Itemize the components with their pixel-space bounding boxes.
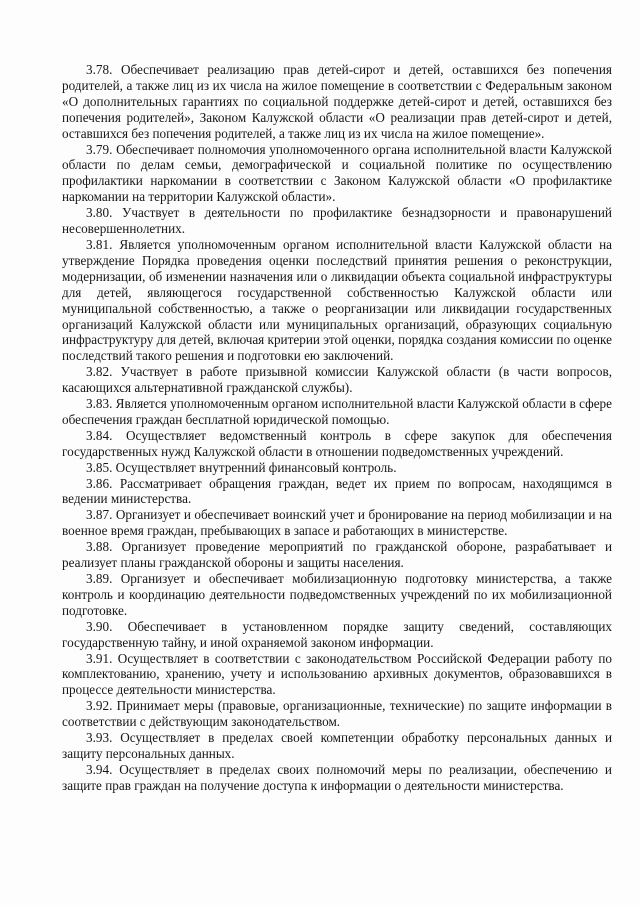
paragraph-3-78: 3.78. Обеспечивает реализацию прав детей-сирот и детей, оставшихся без попечения родителей, а также лиц из их числа на жилое помещение в соответствии с Федеральным законом «О дополнительных гарантиях по социальной поддержке детей-сирот и детей, оставшихся без попечения родителей», Законом Калужской области «О реализации прав детей-сирот и детей, оставшихся без попечения родителей, а также лиц из их числа на жилое помещение». (62, 62, 612, 141)
paragraph-3-86: 3.86. Рассматривает обращения граждан, ведет их прием по вопросам, находящимся в ведении министерства. (62, 475, 612, 507)
paragraph-3-80: 3.80. Участвует в деятельности по профилактике безнадзорности и правонарушений несовершеннолетних. (62, 205, 612, 237)
paragraph-3-85: 3.85. Осуществляет внутренний финансовый контроль. (86, 459, 397, 475)
paragraph-3-92: 3.92. Принимает меры (правовые, организационные, технические) по защите информации в соответствии с действующим законодательством. (62, 698, 612, 730)
paragraph-3-94: 3.94. Осуществляет в пределах своих полномочий меры по реализации, обеспечению и защите прав граждан на получение доступа к информации о деятельности министерства. (62, 761, 612, 793)
paragraph-3-83: 3.83. Является уполномоченным органом исполнительной власти Калужской области в сфере обеспечения граждан бесплатной юридической помощью. (62, 396, 612, 427)
paragraph-3-91: 3.91. Осуществляет в соответствии с законодательством Российской Федерации работу по комплектованию, хранению, учету и использованию архивных документов, образовавшихся в процессе деятельности министерства. (62, 650, 612, 698)
paragraph-3-82: 3.82. Участвует в работе призывной комиссии Калужской области (в части вопросов, касающихся альтернативной гражданской службы). (62, 364, 612, 396)
paragraph-3-81: 3.81. Является уполномоченным органом исполнительной власти Калужской области на утверждение Порядка проведения оценки последствий принятия решения о реконструкции, модернизации, об изменении назначения или о ликвидации объекта социальной инфраструктуры для детей, являющегося государственной собственностью Калужской области или муниципальной собственностью, а также о реорганизации или ликвидации государственных организаций Калужской области или муниципальных организаций, образующих социальную инфраструктуру для детей, включая критерии этой оценки, порядка создания комиссии по оценке последствий такого решения и подготовки ею заключений. (62, 236, 612, 364)
paragraph-3-84: 3.84. Осуществляет ведомственный контроль в сфере закупок для обеспечения государственных нужд Калужской области в отношении подведомственных учреждений. (62, 427, 612, 459)
paragraph-3-79: 3.79. Обеспечивает полномочия уполномоченного органа исполнительной власти Калужской области по делам семьи, демографической и социальной политике по осуществлению профилактики наркомании в соответствии с Законом Калужской области «О профилактике наркомании на территории Калужской области». (62, 141, 612, 205)
paragraph-3-93: 3.93. Осуществляет в пределах своей компетенции обработку персональных данных и защиту персональных данных. (62, 730, 612, 761)
paragraph-3-87: 3.87. Организует и обеспечивает воинский учет и бронирование на период мобилизации и на военное время граждан, пребывающих в запасе и работающих в министерстве. (62, 507, 612, 539)
paragraph-3-90: 3.90. Обеспечивает в установленном порядке защиту сведений, составляющих государственную тайну, и иной охраняемой законом информации. (62, 618, 612, 650)
document-body (62, 62, 612, 794)
paragraph-3-89: 3.89. Организует и обеспечивает мобилизационную подготовку министерства, а также контроль и координацию деятельности подведомственных учреждений по их мобилизационной подготовке. (62, 571, 612, 618)
paragraph-3-88: 3.88. Организует проведение мероприятий по гражданской обороне, разрабатывает и реализует планы гражданской обороны и защиты населения. (62, 539, 612, 571)
